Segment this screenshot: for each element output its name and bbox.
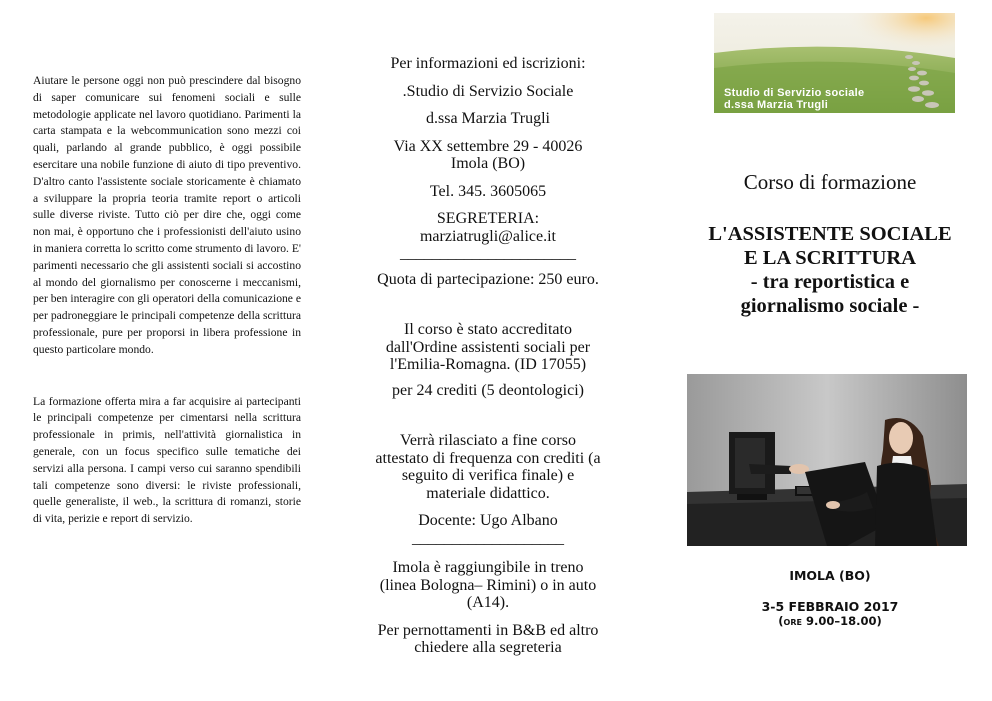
accredited-line-1: Il corso è stato accreditato [404, 321, 572, 338]
certificate-line-2: attestato di frequenza con crediti (a [375, 449, 601, 467]
info-heading: Per informazioni ed iscrizioni: [390, 55, 586, 72]
address-line-1: Via XX settembre 29 - 40026 [393, 137, 583, 155]
certificate-line-3: seguito di verifica finale) e [401, 467, 575, 484]
stay-line-2: chiedere alla segreteria [414, 639, 562, 656]
title-line-3: - tra reportistica e [750, 271, 910, 293]
training-paragraph: La formazione offerta mira a far acquisire ai partecipanti le principali competenze per cimentarsi nella scrittura professionale in primis, nell'attività giornalistica in generale, con un focus specifico sulle tematiche dei servizi alla persona. I campi verso cui saranno spendibili tali competenze sono diversi: le riviste professionali, quelle generaliste, il web., la scrittura di romanzi, storie di vita, perizie e report di servizio. [33, 394, 301, 526]
teacher-name: Docente: Ugo Albano [418, 512, 558, 529]
certificate-line-4: materiale didattico. [426, 484, 550, 502]
phone-number: Tel. 345. 3605065 [429, 182, 547, 200]
location-text: IMOLA (BO) [789, 568, 871, 583]
certificate-line-1: Verrà rilasciato a fine corso [400, 432, 576, 449]
woman-computer-handshake-image [687, 374, 967, 546]
travel-line-1: Imola è raggiungibile in treno [392, 559, 584, 576]
logo-line-2: d.ssa Marzia Trugli [724, 98, 829, 111]
separator-2: ___________________ [412, 529, 564, 547]
course-label: Corso di formazione [743, 170, 917, 194]
accredited-line-3: l'Emilia-Romagna. (ID 17055) [389, 356, 587, 373]
title-line-1: L'ASSISTENTE SOCIALE [708, 223, 952, 245]
address-line-2: Imola (BO) [450, 155, 526, 172]
travel-line-3: (A14). [466, 594, 510, 611]
travel-line-2: (linea Bologna– Rimini) o in auto [379, 576, 597, 594]
handshake-photo [687, 374, 967, 546]
course-title [680, 222, 980, 318]
logo-line-1: Studio di Servizio sociale [724, 87, 865, 99]
dates-text: 3-5 FEBBRAIO 2017 [761, 599, 899, 614]
studio-logo [714, 13, 955, 113]
middle-column [343, 55, 633, 657]
title-line-2: E LA SCRITTURA [743, 247, 917, 269]
studio-name: .Studio di Servizio Sociale [402, 82, 574, 100]
intro-paragraph: Aiutare le persone oggi non può prescindere dal bisogno di saper comunicare sui fenomeni sociali e sulle metodologie applicate nel lavoro quotidiano. Parimenti la carta stampata e la webcommunication sono mezzi coi quali, parlando al grande pubblico, è oggi possibile esercitare una nobile funzione di aiuto di tipo preventivo. D'altro canto l'assistente sociale storicamente è chiamato a sviluppare la propria teoria tramite report o articoli sulle diverse riviste. Tutto ciò per dire che, oggi come non mai, è opportuno che i professionisti dell'aiuto usino in maniera corretta lo scritto come strumento di lavoro. E' parimenti necessario che gli assistenti sociali si accostino al mondo del giornalismo per conoscerne i meccanismi, per ben interagire con gli operatori della comunicazione e per padroneggiare le principali competenze della scrittura professionale, pure per proporsi in libera professione in questo particolare mondo. [33, 74, 302, 356]
doctor-name: d.ssa Marzia Trugli [426, 110, 550, 127]
stay-line-1: Per pernottamenti in B&B ed altro [377, 621, 599, 639]
email-link[interactable]: marziatrugli@alice.it [419, 227, 556, 245]
left-column [33, 73, 301, 528]
logo-text [724, 88, 864, 111]
fee-text: Quota di partecipazione: 250 euro. [377, 270, 599, 288]
secretary-label: SEGRETERIA: [436, 210, 540, 227]
title-line-4: giornalismo sociale - [740, 295, 920, 317]
separator-1: ______________________ [400, 245, 576, 262]
credits-text: per 24 crediti (5 deontologici) [392, 381, 584, 399]
accredited-line-2: dall'Ordine assistenti sociali per [385, 338, 591, 356]
hours-text: (ore 9.00–18.00) [778, 614, 882, 628]
